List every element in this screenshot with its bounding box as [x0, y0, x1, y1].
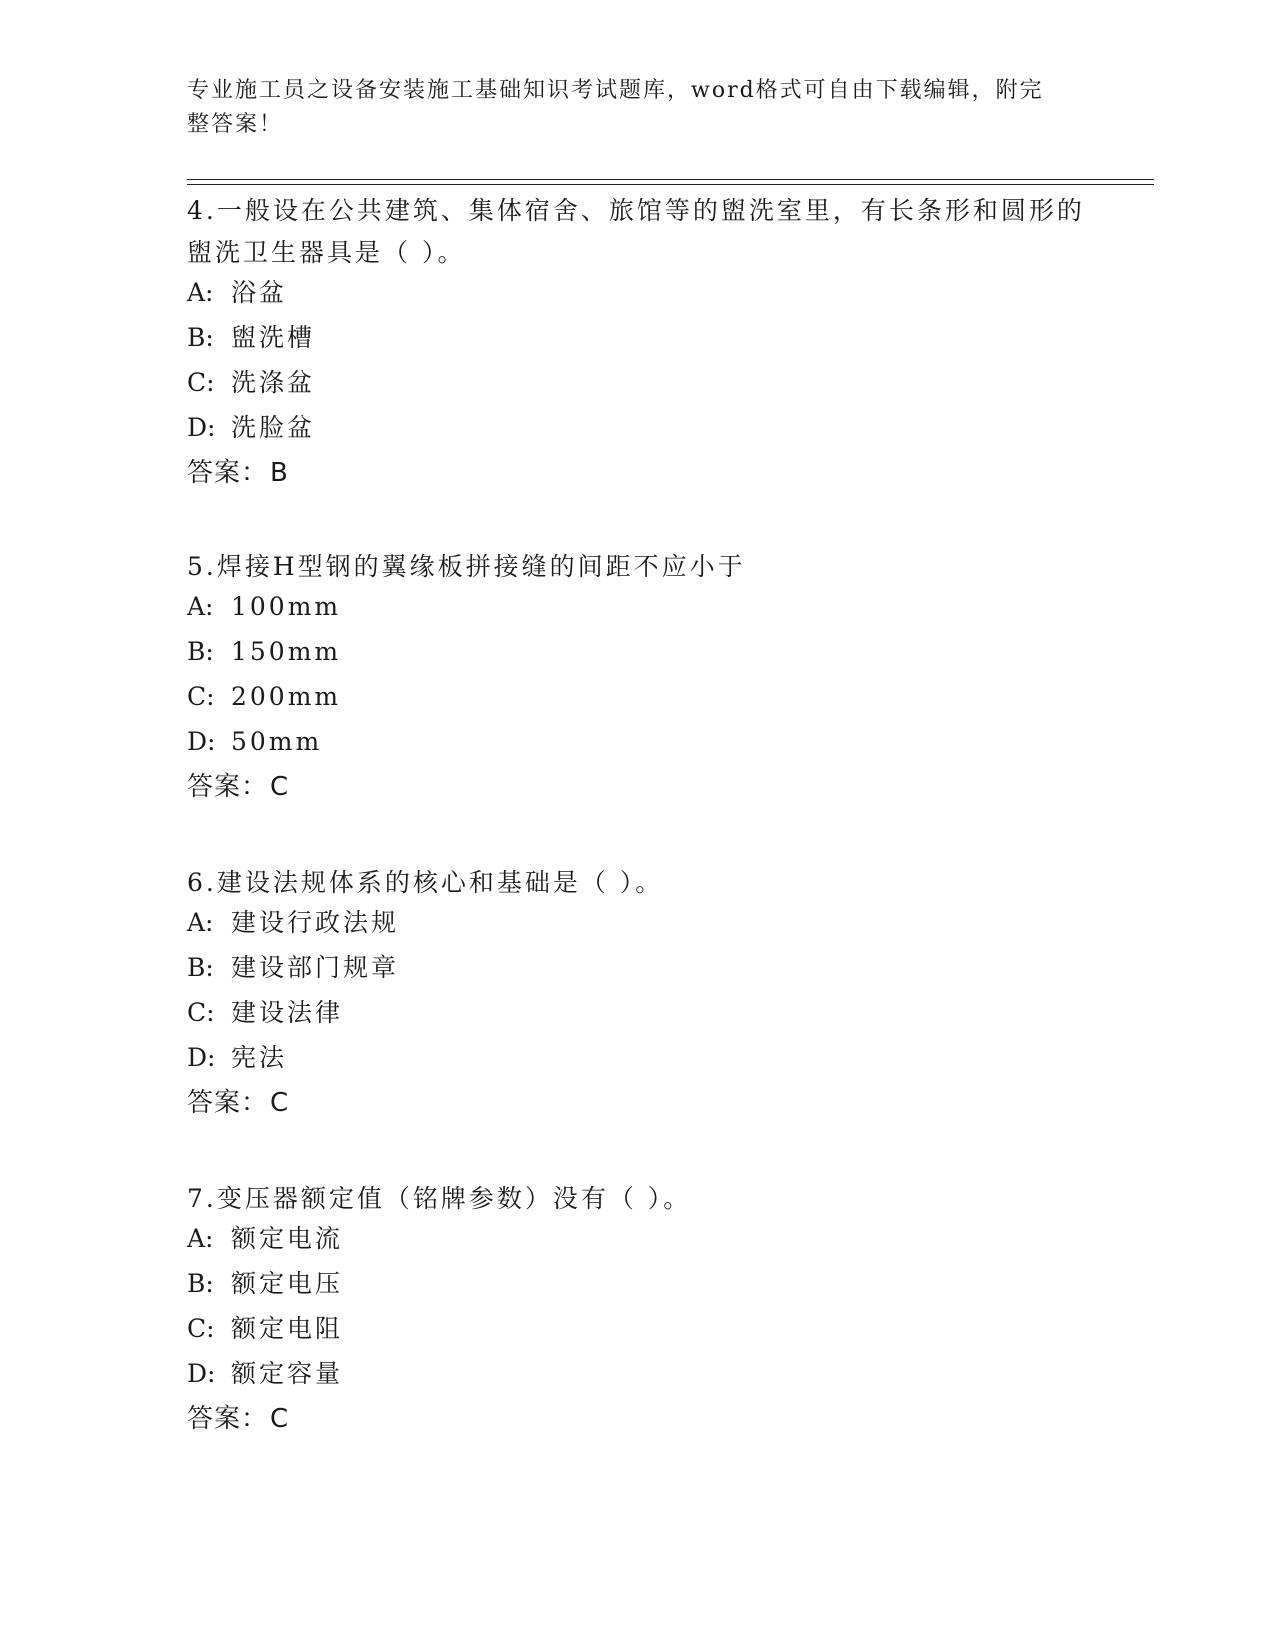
- option-a: [187, 278, 1087, 308]
- option-c: [187, 1314, 1087, 1344]
- answer-line: [187, 458, 1087, 488]
- option-key: B:: [187, 323, 214, 352]
- option-d: [187, 413, 1087, 443]
- option-key: A:: [187, 1224, 214, 1253]
- option-key: A:: [187, 592, 214, 621]
- option-c: [187, 682, 1087, 712]
- option-text: 盥洗槽: [231, 323, 316, 352]
- option-text: 洗涤盆: [231, 368, 316, 397]
- option-text: 150mm: [231, 637, 342, 666]
- answer-label: 答案：: [187, 1404, 269, 1434]
- option-text: 额定容量: [231, 1359, 344, 1388]
- option-b: [187, 323, 1087, 353]
- option-key: B:: [187, 1269, 214, 1298]
- option-text: 浴盆: [231, 278, 288, 307]
- answer-label: 答案：: [187, 1088, 269, 1118]
- option-key: C:: [187, 368, 215, 397]
- answer-line: [187, 1404, 1087, 1434]
- option-key: A:: [187, 278, 214, 307]
- question-7: [187, 1178, 1087, 1434]
- option-d: [187, 1043, 1087, 1073]
- option-key: C:: [187, 682, 215, 711]
- answer-label: 答案：: [187, 458, 269, 488]
- answer-label: 答案：: [187, 772, 269, 802]
- option-c: [187, 368, 1087, 398]
- answer-value: C: [270, 1404, 290, 1434]
- option-text: 建设行政法规: [231, 908, 400, 937]
- question-stem: 5.焊接H型钢的翼缘板拼接缝的间距不应小于: [187, 552, 746, 581]
- option-a: [187, 908, 1087, 938]
- option-key: C:: [187, 998, 215, 1027]
- question-4: [187, 190, 1087, 488]
- option-text: 额定电阻: [231, 1314, 344, 1343]
- option-b: [187, 953, 1087, 983]
- header-divider-bottom: [187, 184, 1154, 185]
- document-header: 专业施工员之设备安装施工基础知识考试题库，word格式可自由下载编辑，附完整答案！: [187, 78, 1044, 137]
- option-d: [187, 727, 1087, 757]
- option-text: 50mm: [231, 727, 323, 756]
- option-key: C:: [187, 1314, 215, 1343]
- answer-value: C: [270, 772, 290, 802]
- option-a: [187, 592, 1087, 622]
- answer-value: C: [270, 1088, 290, 1118]
- option-d: [187, 1359, 1087, 1389]
- answer-value: B: [270, 458, 289, 488]
- option-key: D:: [187, 413, 216, 442]
- option-text: 建设部门规章: [231, 953, 400, 982]
- option-text: 额定电流: [231, 1224, 344, 1253]
- option-text: 建设法律: [231, 998, 344, 1027]
- option-key: D:: [187, 1043, 216, 1072]
- option-text: 洗脸盆: [231, 413, 316, 442]
- question-5: [187, 546, 1087, 802]
- answer-line: [187, 772, 1087, 802]
- option-text: 100mm: [231, 592, 342, 621]
- option-text: 200mm: [231, 682, 342, 711]
- option-key: B:: [187, 953, 214, 982]
- question-stem: 4.一般设在公共建筑、集体宿舍、旅馆等的盥洗室里，有长条形和圆形的盥洗卫生器具是（ ）。: [187, 196, 1085, 267]
- question-stem: 6.建设法规体系的核心和基础是（ ）。: [187, 868, 664, 897]
- option-key: D:: [187, 1359, 216, 1388]
- option-b: [187, 1269, 1087, 1299]
- option-text: 宪法: [231, 1043, 288, 1072]
- option-key: A:: [187, 908, 214, 937]
- answer-line: [187, 1088, 1087, 1118]
- question-6: [187, 862, 1087, 1118]
- option-c: [187, 998, 1087, 1028]
- option-b: [187, 637, 1087, 667]
- option-a: [187, 1224, 1087, 1254]
- question-stem: 7.变压器额定值（铭牌参数）没有（ ）。: [187, 1184, 692, 1213]
- header-divider-top: [187, 179, 1154, 180]
- option-text: 额定电压: [231, 1269, 344, 1298]
- option-key: B:: [187, 637, 214, 666]
- option-key: D:: [187, 727, 216, 756]
